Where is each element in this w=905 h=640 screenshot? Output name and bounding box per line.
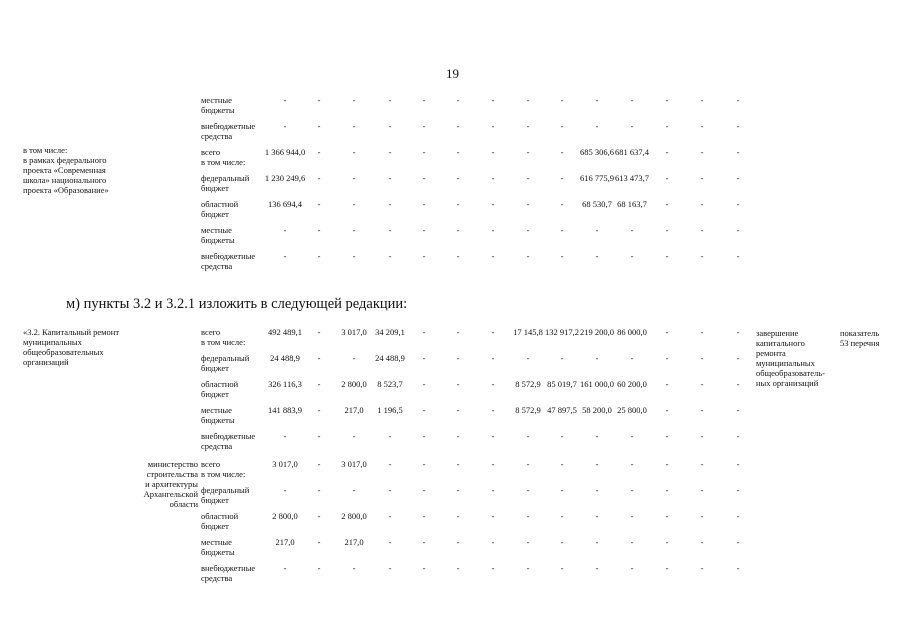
funding-source-label: областной бюджет: [201, 511, 239, 531]
table-cell: -: [491, 173, 495, 183]
table-cell: -: [456, 379, 460, 389]
table-cell: -: [317, 459, 321, 469]
table-cell: 3 017,0: [272, 459, 298, 469]
table-cell: -: [526, 173, 530, 183]
table-row: [0, 485, 905, 511]
table-cell: -: [665, 379, 669, 389]
table-row: [0, 121, 905, 147]
table-cell: -: [700, 511, 704, 521]
table-cell: -: [491, 485, 495, 495]
funding-source-label: местные бюджеты: [201, 537, 235, 557]
table-cell: 217,0: [344, 537, 364, 547]
table-cell: -: [491, 563, 495, 573]
table-cell: -: [388, 173, 392, 183]
funding-source-label: федеральный бюджет: [201, 353, 250, 373]
table-cell: -: [526, 563, 530, 573]
table-cell: -: [665, 405, 669, 415]
table-cell: -: [736, 459, 740, 469]
table-cell: -: [352, 431, 356, 441]
table-cell: -: [595, 225, 599, 235]
table-row: [0, 225, 905, 251]
table-cell: -: [700, 431, 704, 441]
table-cell: -: [283, 485, 287, 495]
table-cell: -: [352, 485, 356, 495]
table-cell: 8 572,9: [515, 379, 541, 389]
table-cell: -: [491, 353, 495, 363]
table-cell: 326 116,3: [268, 379, 302, 389]
table-cell: -: [317, 121, 321, 131]
table-cell: -: [526, 353, 530, 363]
table-cell: -: [456, 459, 460, 469]
table-cell: -: [456, 405, 460, 415]
funding-source-label: местные бюджеты: [201, 95, 235, 115]
funding-source-label: всего в том числе:: [201, 147, 246, 167]
table-cell: -: [560, 563, 564, 573]
table-cell: 34 209,1: [375, 327, 405, 337]
table-cell: -: [317, 563, 321, 573]
table-cell: 681 637,4: [615, 147, 649, 157]
table-cell: -: [665, 95, 669, 105]
table-cell: -: [456, 537, 460, 547]
table-cell: 60 200,0: [617, 379, 647, 389]
table-cell: -: [317, 147, 321, 157]
table-cell: -: [422, 485, 426, 495]
budget-table-block-1: [0, 95, 905, 285]
table-cell: -: [317, 537, 321, 547]
table-cell: -: [630, 459, 634, 469]
page-number: 19: [446, 66, 459, 81]
table-cell: -: [422, 459, 426, 469]
table-cell: -: [560, 537, 564, 547]
table-cell: -: [700, 353, 704, 363]
table-cell: -: [456, 353, 460, 363]
table-cell: -: [700, 537, 704, 547]
table-cell: -: [388, 485, 392, 495]
table-cell: -: [595, 459, 599, 469]
responsible-executor: министерство строительства и архитектуры Архангельской области: [143, 459, 198, 509]
table-cell: -: [736, 379, 740, 389]
table-cell: -: [422, 405, 426, 415]
table-cell: 1 196,5: [377, 405, 403, 415]
table-cell: -: [700, 379, 704, 389]
table-cell: -: [560, 95, 564, 105]
table-cell: -: [630, 563, 634, 573]
table-cell: -: [491, 459, 495, 469]
table-cell: -: [526, 485, 530, 495]
table-cell: -: [700, 95, 704, 105]
table-cell: -: [700, 173, 704, 183]
table-cell: -: [560, 511, 564, 521]
table-cell: -: [665, 173, 669, 183]
table-cell: 24 488,9: [375, 353, 405, 363]
table-row: [0, 327, 905, 353]
table-cell: 2 800,0: [272, 511, 298, 521]
table-cell: -: [700, 327, 704, 337]
table-cell: -: [456, 147, 460, 157]
table-cell: -: [283, 225, 287, 235]
table-cell: -: [352, 121, 356, 131]
table-row: [0, 251, 905, 277]
table-row: [0, 511, 905, 537]
table-cell: -: [317, 353, 321, 363]
table-cell: -: [422, 121, 426, 131]
table-cell: -: [491, 225, 495, 235]
table-cell: -: [736, 199, 740, 209]
table-cell: -: [560, 431, 564, 441]
table-cell: -: [595, 251, 599, 261]
table-cell: -: [491, 537, 495, 547]
table-cell: 217,0: [275, 537, 295, 547]
table-cell: -: [388, 95, 392, 105]
funding-source-label: местные бюджеты: [201, 225, 235, 245]
table-cell: -: [388, 251, 392, 261]
table-cell: -: [456, 251, 460, 261]
table-cell: -: [595, 121, 599, 131]
table-cell: -: [491, 251, 495, 261]
table-cell: -: [560, 353, 564, 363]
table-cell: 25 800,0: [617, 405, 647, 415]
funding-source-label: областной бюджет: [201, 379, 239, 399]
table-cell: -: [317, 95, 321, 105]
table-cell: -: [526, 199, 530, 209]
funding-source-label: федеральный бюджет: [201, 485, 250, 505]
table-cell: -: [456, 225, 460, 235]
table-cell: -: [352, 147, 356, 157]
table-cell: 58 200,0: [582, 405, 612, 415]
table-cell: -: [630, 485, 634, 495]
table-cell: -: [665, 431, 669, 441]
table-cell: -: [630, 537, 634, 547]
table-cell: -: [317, 405, 321, 415]
budget-table-block-2: [0, 327, 905, 457]
table-cell: -: [526, 511, 530, 521]
table-cell: -: [630, 225, 634, 235]
funding-source-label: всего в том числе:: [201, 459, 246, 479]
table-cell: -: [630, 353, 634, 363]
funding-source-label: областной бюджет: [201, 199, 239, 219]
table-cell: -: [491, 147, 495, 157]
table-cell: -: [665, 563, 669, 573]
table-cell: -: [560, 147, 564, 157]
table-cell: 141 883,9: [268, 405, 302, 415]
table-cell: -: [422, 173, 426, 183]
table-cell: -: [422, 147, 426, 157]
table-cell: -: [630, 95, 634, 105]
table-cell: -: [700, 485, 704, 495]
table-cell: -: [595, 511, 599, 521]
table-cell: -: [422, 537, 426, 547]
table-cell: -: [665, 459, 669, 469]
table-cell: -: [422, 251, 426, 261]
table-cell: -: [422, 95, 426, 105]
table-cell: -: [491, 199, 495, 209]
table-cell: -: [700, 563, 704, 573]
table-cell: 1 366 944,0: [264, 147, 306, 157]
funding-source-label: внебюджетные средства: [201, 563, 256, 583]
table-cell: -: [736, 563, 740, 573]
table-cell: -: [388, 199, 392, 209]
table-cell: -: [491, 405, 495, 415]
table-cell: -: [526, 225, 530, 235]
table-cell: -: [736, 431, 740, 441]
table-cell: -: [630, 511, 634, 521]
table-cell: -: [317, 251, 321, 261]
table-cell: -: [736, 95, 740, 105]
funding-source-label: федеральный бюджет: [201, 173, 250, 193]
table-cell: 2 800,0: [341, 379, 367, 389]
table-row: [0, 147, 905, 173]
table-cell: -: [388, 121, 392, 131]
table-cell: 85 019,7: [547, 379, 577, 389]
table-cell: -: [595, 537, 599, 547]
table-cell: -: [560, 173, 564, 183]
table-cell: -: [736, 121, 740, 131]
table-cell: -: [526, 251, 530, 261]
table-cell: 2 800,0: [341, 511, 367, 521]
table-cell: -: [456, 511, 460, 521]
table-cell: 3 017,0: [341, 327, 367, 337]
table-cell: -: [736, 485, 740, 495]
table-cell: -: [560, 225, 564, 235]
table-cell: -: [283, 563, 287, 573]
table-cell: -: [560, 251, 564, 261]
table-row: [0, 199, 905, 225]
table-cell: 616 775,9: [580, 173, 614, 183]
table-cell: 17 145,8: [513, 327, 543, 337]
section-heading: м) пункты 3.2 и 3.2.1 изложить в следующей редакции:: [66, 296, 408, 312]
table-cell: -: [595, 563, 599, 573]
table-cell: -: [700, 121, 704, 131]
table-cell: -: [700, 147, 704, 157]
table-cell: -: [526, 95, 530, 105]
table-cell: -: [491, 511, 495, 521]
table-cell: -: [700, 225, 704, 235]
budget-table-block-3: [0, 459, 905, 589]
table-cell: -: [665, 225, 669, 235]
table-cell: -: [736, 251, 740, 261]
table-cell: -: [456, 121, 460, 131]
table-row: [0, 379, 905, 405]
table-cell: -: [422, 379, 426, 389]
table-cell: -: [317, 379, 321, 389]
table-cell: -: [665, 327, 669, 337]
table-cell: -: [595, 353, 599, 363]
table-cell: -: [317, 431, 321, 441]
table-cell: -: [736, 405, 740, 415]
item-title-capital-repair: «3.2. Капитальный ремонт муниципальных общеобразовательных организаций: [23, 327, 120, 367]
table-cell: -: [456, 173, 460, 183]
table-cell: -: [526, 537, 530, 547]
table-cell: -: [456, 199, 460, 209]
table-cell: 136 694,4: [268, 199, 302, 209]
table-cell: -: [736, 225, 740, 235]
table-cell: -: [736, 353, 740, 363]
table-cell: -: [665, 511, 669, 521]
table-cell: 1 230 249,6: [264, 173, 306, 183]
table-cell: -: [283, 95, 287, 105]
table-cell: -: [491, 327, 495, 337]
table-row: [0, 353, 905, 379]
table-cell: -: [526, 147, 530, 157]
table-cell: -: [560, 121, 564, 131]
table-cell: -: [422, 563, 426, 573]
table-cell: -: [736, 147, 740, 157]
table-row: [0, 537, 905, 563]
table-cell: -: [700, 459, 704, 469]
table-cell: -: [422, 199, 426, 209]
table-cell: -: [352, 225, 356, 235]
table-cell: -: [665, 537, 669, 547]
table-cell: -: [526, 459, 530, 469]
table-cell: 161 000,0: [580, 379, 614, 389]
table-cell: -: [665, 353, 669, 363]
table-cell: 68 530,7: [582, 199, 612, 209]
table-cell: -: [422, 327, 426, 337]
table-cell: -: [630, 121, 634, 131]
table-cell: 8 572,9: [515, 405, 541, 415]
funding-source-label: внебюджетные средства: [201, 121, 256, 141]
table-cell: -: [526, 121, 530, 131]
table-cell: -: [422, 225, 426, 235]
table-cell: -: [388, 225, 392, 235]
funding-source-label: внебюджетные средства: [201, 431, 256, 451]
funding-source-label: всего в том числе:: [201, 327, 246, 347]
table-cell: -: [736, 511, 740, 521]
table-cell: -: [630, 251, 634, 261]
table-cell: -: [456, 327, 460, 337]
table-cell: -: [317, 199, 321, 209]
table-cell: -: [422, 431, 426, 441]
table-row: [0, 405, 905, 431]
table-cell: -: [317, 173, 321, 183]
table-cell: -: [491, 431, 495, 441]
table-cell: -: [352, 563, 356, 573]
table-cell: -: [388, 511, 392, 521]
table-row: [0, 173, 905, 199]
table-cell: -: [388, 459, 392, 469]
table-cell: -: [491, 379, 495, 389]
table-cell: -: [283, 121, 287, 131]
table-cell: -: [560, 485, 564, 495]
table-cell: -: [526, 431, 530, 441]
funding-source-label: местные бюджеты: [201, 405, 235, 425]
table-cell: -: [665, 121, 669, 131]
table-cell: -: [491, 95, 495, 105]
table-cell: -: [700, 405, 704, 415]
table-cell: -: [352, 95, 356, 105]
table-cell: -: [422, 353, 426, 363]
table-cell: -: [595, 485, 599, 495]
table-cell: 685 306,6: [580, 147, 614, 157]
table-row: [0, 95, 905, 121]
expected-result: завершение капитального ремонта муниципальных общеобразователь- ных организаций: [756, 328, 825, 388]
table-cell: -: [491, 121, 495, 131]
table-cell: -: [352, 251, 356, 261]
table-cell: 613 473,7: [615, 173, 649, 183]
table-cell: 3 017,0: [341, 459, 367, 469]
table-cell: -: [352, 353, 356, 363]
table-cell: -: [388, 147, 392, 157]
table-cell: -: [700, 199, 704, 209]
table-cell: -: [456, 95, 460, 105]
table-cell: 492 489,1: [268, 327, 302, 337]
table-cell: 86 000,0: [617, 327, 647, 337]
table-cell: -: [352, 173, 356, 183]
table-row: [0, 431, 905, 457]
table-cell: 24 488,9: [270, 353, 300, 363]
table-cell: -: [665, 147, 669, 157]
table-row: [0, 563, 905, 589]
table-cell: 217,0: [344, 405, 364, 415]
table-cell: -: [700, 251, 704, 261]
table-cell: 47 897,5: [547, 405, 577, 415]
table-cell: -: [388, 431, 392, 441]
funding-source-label: внебюджетные средства: [201, 251, 256, 271]
table-cell: -: [352, 199, 356, 209]
table-cell: -: [388, 563, 392, 573]
table-cell: -: [317, 225, 321, 235]
table-cell: -: [630, 431, 634, 441]
table-cell: -: [560, 199, 564, 209]
table-cell: 132 917,2: [545, 327, 579, 337]
table-cell: -: [456, 563, 460, 573]
table-cell: -: [736, 173, 740, 183]
table-cell: -: [422, 511, 426, 521]
table-cell: 68 163,7: [617, 199, 647, 209]
table-cell: -: [456, 485, 460, 495]
table-cell: 219 200,0: [580, 327, 614, 337]
target-indicator: показатель 53 перечня: [840, 328, 880, 348]
table-cell: -: [665, 199, 669, 209]
table-cell: -: [317, 511, 321, 521]
table-cell: -: [283, 251, 287, 261]
table-cell: -: [736, 537, 740, 547]
table-cell: -: [736, 327, 740, 337]
table-cell: -: [595, 95, 599, 105]
table-cell: -: [560, 459, 564, 469]
table-row: [0, 459, 905, 485]
table-cell: -: [283, 431, 287, 441]
table-cell: 8 523,7: [377, 379, 403, 389]
table-cell: -: [595, 431, 599, 441]
table-cell: -: [456, 431, 460, 441]
table-cell: -: [317, 485, 321, 495]
table-cell: -: [388, 537, 392, 547]
table-cell: -: [665, 251, 669, 261]
table-cell: -: [317, 327, 321, 337]
section-label-federal-project: в том числе: в рамках федерального проекта «Современная школа» национального проекта «Образование»: [23, 145, 109, 195]
table-cell: -: [665, 485, 669, 495]
